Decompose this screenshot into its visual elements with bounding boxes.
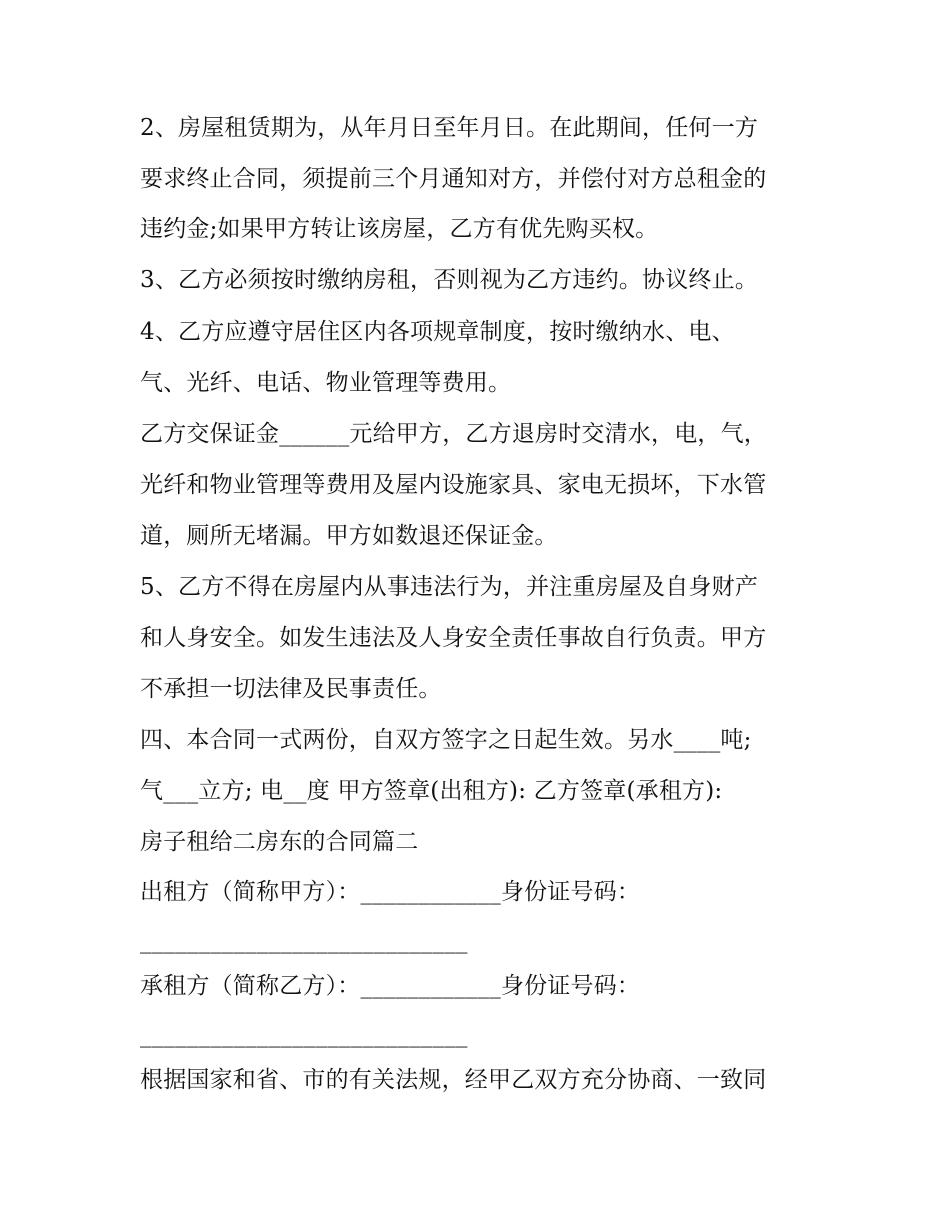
- section-4-line-2: 气___立方; 电__度 甲方签章(出租方): 乙方签章(承租方):: [140, 778, 723, 804]
- lessee-id-blank: ____________________________: [140, 1022, 468, 1048]
- lessor-info-line: 出租方（简称甲方）：____________身份证号码：: [140, 879, 641, 905]
- contract-part-two-title: 房子租给二房东的合同篇二: [140, 829, 419, 855]
- clause-2-line-1: 2、房屋租赁期为，从年月日至年月日。在此期间，任何一方: [140, 115, 759, 141]
- section-4-line-1: 四、本合同一式两份，自双方签字之日起生效。另水____吨;: [140, 727, 752, 753]
- deposit-line-1: 乙方交保证金______元给甲方，乙方退房时交清水，电，气，: [140, 421, 767, 447]
- clause-4-line-1: 4、乙方应遵守居住区内各项规章制度，按时缴纳水、电、: [140, 319, 735, 345]
- clause-5-line-1: 5、乙方不得在房屋内从事违法行为，并注重房屋及自身财产: [140, 574, 759, 600]
- deposit-line-3: 道，厕所无堵漏。甲方如数退还保证金。: [140, 523, 558, 549]
- clause-2-line-3: 违约金;如果甲方转让该房屋，乙方有优先购买权。: [140, 216, 659, 242]
- clause-4-line-2: 气、光纤、电话、物业管理等费用。: [140, 370, 512, 396]
- lessor-id-blank: ____________________________: [140, 928, 468, 954]
- clause-2-line-2: 要求终止合同，须提前三个月通知对方，并偿付对方总租金的: [140, 166, 767, 192]
- clause-3-line-1: 3、乙方必须按时缴纳房租，否则视为乙方违约。协议终止。: [140, 267, 759, 293]
- lessee-info-line: 承租方（简称乙方）：____________身份证号码：: [140, 973, 641, 999]
- preamble-line: 根据国家和省、市的有关法规，经甲乙双方充分协商、一致同: [140, 1067, 767, 1093]
- deposit-line-2: 光纤和物业管理等费用及屋内设施家具、家电无损坏，下水管: [140, 472, 767, 498]
- clause-5-line-3: 不承担一切法律及民事责任。: [140, 676, 442, 702]
- clause-5-line-2: 和人身安全。如发生违法及人身安全责任事故自行负责。甲方: [140, 625, 767, 651]
